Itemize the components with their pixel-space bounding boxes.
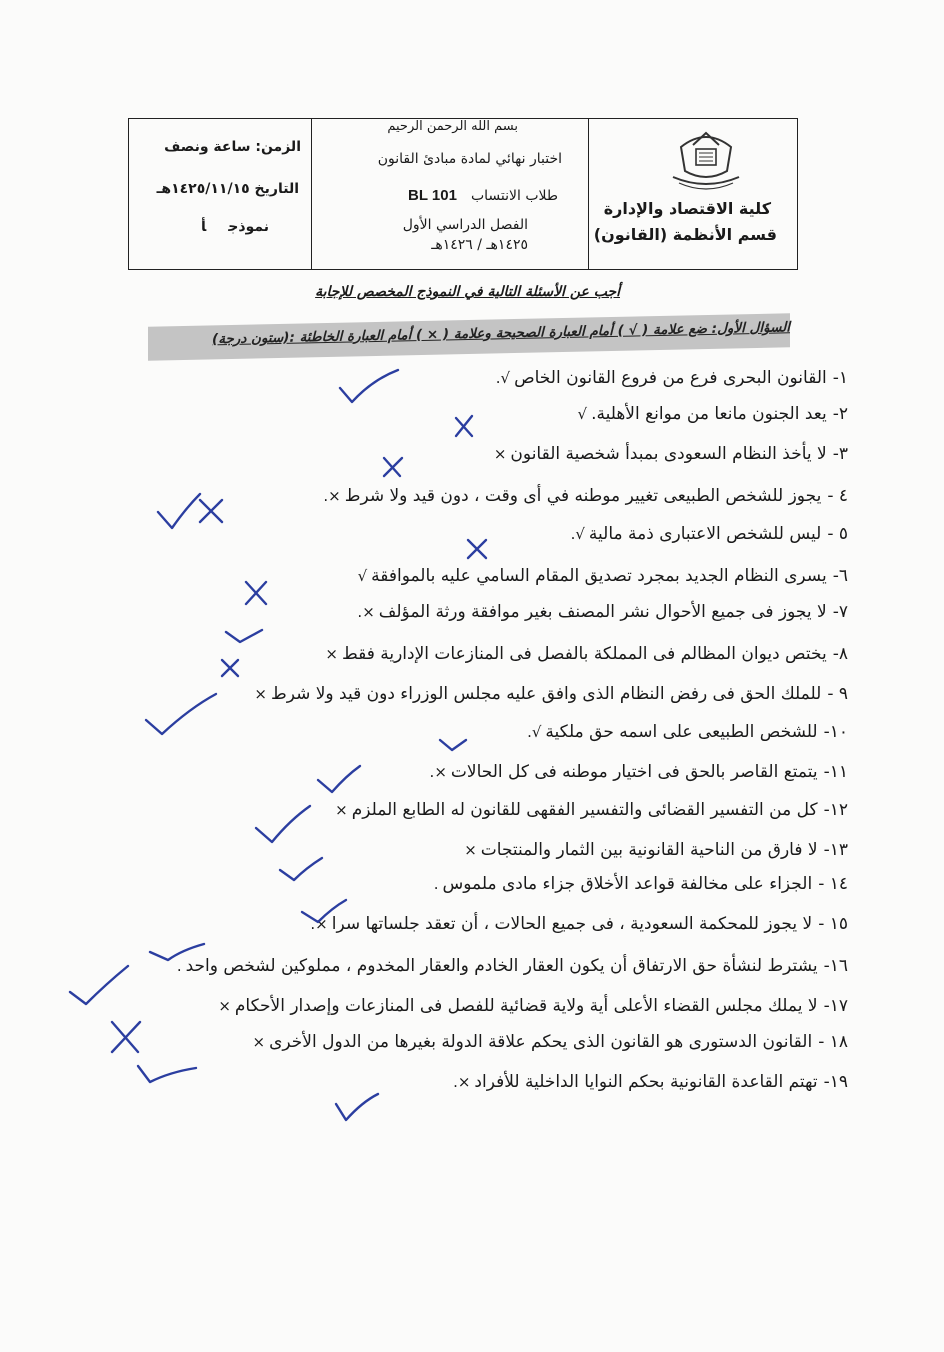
question-text: كل من التفسير القضائى والتفسير الفقهى للقانون له الطابع الملزم <box>351 800 818 820</box>
handwritten-check-icon <box>440 740 466 750</box>
course-code: BL 101 <box>408 187 457 204</box>
printed-mark: × <box>464 841 477 859</box>
exam-info-cell <box>311 119 588 269</box>
question-text: القانون الدستورى هو القانون الذى يحكم علاقة الدولة بغيرها من الدول الأخرى <box>269 1032 813 1052</box>
university-logo-icon <box>663 125 749 195</box>
printed-mark: √ <box>577 405 588 423</box>
question-item: ٢-يعد الجنون مانعا من موانع الأهلية.√ <box>577 404 848 424</box>
handwritten-cross-icon <box>246 582 266 604</box>
question-item: ١٨ -القانون الدستورى هو القانون الذى يحكم علاقة الدولة بغيرها من الدول الأخرى× <box>252 1032 848 1052</box>
handwritten-check-icon <box>318 766 360 792</box>
handwritten-check-icon <box>256 806 310 842</box>
basmala: بسم الله الرحمن الرحيم <box>387 119 518 134</box>
printed-mark: √ <box>357 567 368 585</box>
handwritten-cross-icon <box>112 1022 140 1052</box>
printed-mark: . <box>176 957 182 975</box>
printed-mark: ×. <box>357 603 375 621</box>
handwritten-check-icon <box>340 370 398 402</box>
handwritten-cross-icon <box>468 540 486 558</box>
question-text: يجوز للشخص الطبيعى تغيير موطنه في أى وقت ، دون قيد ولا شرط <box>344 486 822 506</box>
question-item: ١٦-يشترط لنشأة حق الارتفاق أن يكون العقار الخادم والعقار المخدوم ، مملوكين لشخص واحد. <box>176 956 848 976</box>
question-text: للملك الحق فى رفض النظام الذى وافق عليه مجلس الوزراء دون قيد ولا شرط <box>270 684 822 704</box>
question-text: ليس للشخص الاعتبارى ذمة مالية <box>588 524 822 544</box>
course-line <box>408 187 558 204</box>
printed-mark: ×. <box>429 763 447 781</box>
exam-title: اختبار نهائي لمادة مبادئ القانون <box>377 151 562 167</box>
model-label: نموذج <box>228 219 269 235</box>
question-text: يشترط لنشأة حق الارتفاق أن يكون العقار الخادم والعقار المخدوم ، مملوكين لشخص واحد <box>185 956 818 976</box>
printed-mark: √. <box>495 369 511 387</box>
exam-duration: الزمن: ساعة ونصف <box>164 139 301 155</box>
handwritten-cross-icon <box>456 416 472 436</box>
handwritten-check-icon <box>70 966 128 1004</box>
question-item: ١٩-تهتم القاعدة القانونية بحكم النوايا الداخلية للأفراد×. <box>453 1072 848 1092</box>
question-text: القانون البحرى فرع من فروع القانون الخاص <box>514 368 827 388</box>
exam-model <box>201 219 291 235</box>
question-text: الجزاء على مخالفة قواعد الأخلاق جزاء مادى ملموس <box>442 874 813 894</box>
question-item: ١١-يتمتع القاصر بالحق فى اختيار موطنه فى كل الحالات×. <box>429 762 848 782</box>
printed-mark: × <box>335 801 348 819</box>
question-item: ٣-لا يأخذ النظام السعودى بمبدأ شخصية القانون× <box>493 444 848 464</box>
handwritten-check-icon <box>336 1094 378 1120</box>
semester: الفصل الدراسي الأول <box>402 217 528 233</box>
handwritten-check-icon <box>226 630 262 642</box>
question-item: ٨-يختص ديوان المظالم فى المملكة بالفصل فى المنازعات الإدارية فقط× <box>325 644 848 664</box>
question-item: ٤ -يجوز للشخص الطبيعى تغيير موطنه في أى وقت ، دون قيد ولا شرط×. <box>323 486 848 506</box>
printed-mark: × <box>325 645 338 663</box>
printed-mark: × <box>252 1033 266 1051</box>
printed-mark: × <box>218 997 231 1015</box>
exam-date: التاريخ ١٤٢٥/١١/١٥هـ <box>156 181 299 197</box>
students-type: طلاب الانتساب <box>470 188 558 204</box>
printed-mark: √. <box>570 525 585 543</box>
question-text: لا يجوز للمحكمة السعودية ، فى جميع الحالات ، أن تعقد جلساتها سرا <box>331 914 813 934</box>
question-item: ١٣-لا فارق من الناحية القانونية بين الثمار والمنتجات× <box>464 840 848 860</box>
question-text: يعد الجنون مانعا من موانع الأهلية. <box>591 404 827 424</box>
question-item: ٧-لا يجوز فى جميع الأحوال نشر المصنف بغير موافقة ورثة المؤلف×. <box>357 602 848 622</box>
question-text: للشخص الطبيعى على اسمه حق ملكية <box>545 722 818 742</box>
printed-mark: √. <box>527 723 542 741</box>
exam-meta-cell <box>129 119 311 269</box>
question-heading: السؤال الأول: ضع علامة ( √ ) أمام العبارة الصحيحة وعلامة ( × ) أمام العبارة الخاطئة :(ستون درجة) <box>212 319 790 348</box>
exam-header-table <box>128 118 798 270</box>
handwritten-check-icon <box>158 494 200 528</box>
printed-mark: × <box>493 445 507 463</box>
question-item: ٦-يسرى النظام الجديد بمجرد تصديق المقام السامي عليه بالموافقة√ <box>357 566 848 586</box>
question-text: لا يجوز فى جميع الأحوال نشر المصنف بغير موافقة ورثة المؤلف <box>378 602 827 622</box>
question-item: ١٧-لا يملك مجلس القضاء الأعلى أية ولاية قضائية للفصل فى المنازعات وإصدار الأحكام× <box>218 996 848 1016</box>
question-item: ١٥ -لا يجوز للمحكمة السعودية ، فى جميع الحالات ، أن تعقد جلساتها سرا×. <box>310 914 848 934</box>
academic-year: ١٤٢٥هـ / ١٤٢٦هـ <box>431 237 528 253</box>
question-text: يختص ديوان المظالم فى المملكة بالفصل فى المنازعات الإدارية فقط <box>341 644 827 664</box>
printed-mark: ×. <box>310 915 328 933</box>
printed-mark: × <box>254 685 267 703</box>
college-cell <box>588 119 797 269</box>
handwritten-cross-icon <box>200 500 222 522</box>
model-value: أ <box>201 219 207 235</box>
question-heading-band <box>148 313 790 360</box>
question-text: لا يأخذ النظام السعودى بمبدأ شخصية القانون <box>510 444 827 464</box>
handwritten-cross-icon <box>222 660 238 676</box>
question-text: يسرى النظام الجديد بمجرد تصديق المقام السامي عليه بالموافقة <box>371 566 827 586</box>
handwritten-cross-icon <box>384 458 402 476</box>
printed-mark: . <box>433 875 439 893</box>
handwritten-check-icon <box>138 1066 196 1082</box>
printed-mark: ×. <box>453 1073 471 1091</box>
handwritten-check-icon <box>146 694 216 734</box>
question-item: ١-القانون البحرى فرع من فروع القانون الخاص√. <box>495 368 848 388</box>
department-name: قسم الأنظمة (القانون) <box>593 225 777 244</box>
printed-mark: ×. <box>323 487 341 505</box>
question-item: ٩ -للملك الحق فى رفض النظام الذى وافق عليه مجلس الوزراء دون قيد ولا شرط× <box>254 684 848 704</box>
question-item: ١٤ -الجزاء على مخالفة قواعد الأخلاق جزاء مادى ملموس. <box>433 874 848 894</box>
question-text: يتمتع القاصر بالحق فى اختيار موطنه فى كل الحالات <box>450 762 818 782</box>
handwritten-check-icon <box>280 858 322 880</box>
question-item: ١٢-كل من التفسير القضائى والتفسير الفقهى للقانون له الطابع الملزم× <box>335 800 848 820</box>
question-item: ١٠-للشخص الطبيعى على اسمه حق ملكية√. <box>527 722 848 742</box>
question-text: لا يملك مجلس القضاء الأعلى أية ولاية قضائية للفصل فى المنازعات وإصدار الأحكام <box>234 996 818 1016</box>
college-name: كلية الاقتصاد والإدارة <box>603 199 771 218</box>
exam-instruction: أجب عن الأسئلة التالية في النموذج المخصص للإجابة <box>315 284 620 300</box>
question-text: تهتم القاعدة القانونية بحكم النوايا الداخلية للأفراد <box>474 1072 818 1092</box>
question-item: ٥ -ليس للشخص الاعتبارى ذمة مالية√. <box>570 524 848 544</box>
question-text: لا فارق من الناحية القانونية بين الثمار والمنتجات <box>480 840 818 860</box>
